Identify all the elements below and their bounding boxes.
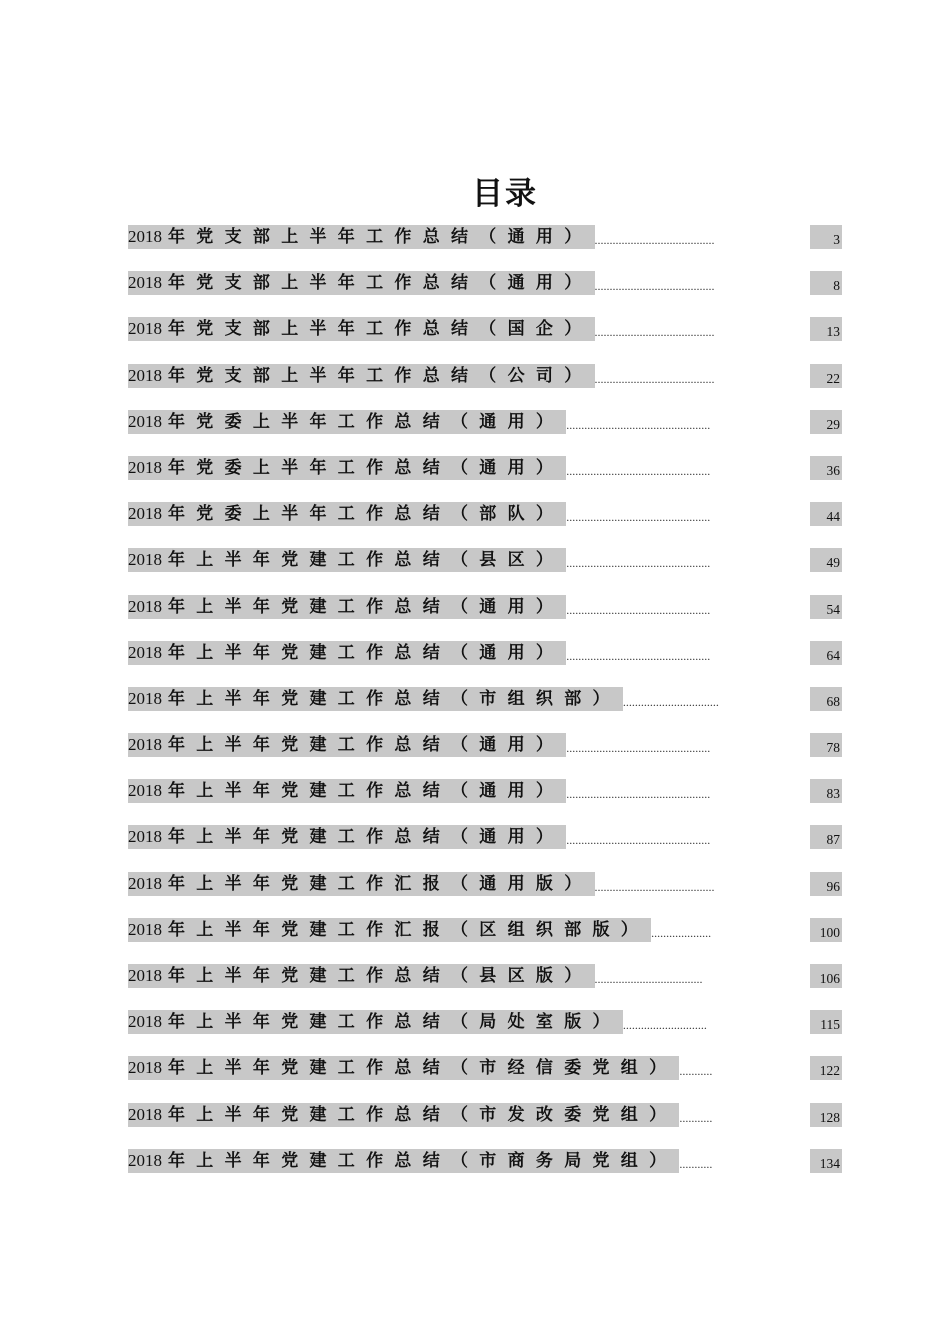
toc-entry-text: 年上半年党建工作总结（市商务局党组） — [168, 1150, 678, 1171]
toc-entry-page-number: 44 — [810, 502, 842, 526]
toc-entry[interactable] — [128, 1103, 848, 1149]
toc-entry-page-number: 68 — [810, 687, 842, 711]
toc-entry-page-number: 122 — [810, 1056, 842, 1080]
toc-entry-year: 2018 — [128, 411, 162, 431]
toc-entry-leader: .................... — [651, 925, 712, 940]
toc-entry-leader: ................................................ — [566, 648, 711, 663]
toc-entry-text: 年党支部上半年工作总结（国企） — [168, 319, 593, 340]
toc-entry-row — [128, 964, 842, 988]
toc-entry-year: 2018 — [128, 273, 162, 293]
toc-entry-leader: ........... — [679, 1110, 713, 1125]
toc-entry-title — [128, 687, 623, 711]
toc-entry-row — [128, 872, 842, 896]
toc-entry-page-number: 134 — [810, 1149, 842, 1173]
toc-entry[interactable] — [128, 595, 848, 641]
toc-entry-title — [128, 502, 566, 526]
toc-title: 目录 — [472, 176, 538, 212]
toc-entry-leader: ................................................ — [566, 510, 711, 525]
toc-entry-text: 年上半年党建工作总结（通用） — [168, 781, 565, 802]
toc-entry-page-number: 8 — [810, 271, 842, 295]
toc-entry-leader: ................................................ — [566, 417, 711, 432]
toc-entry-year: 2018 — [128, 227, 162, 246]
toc-entry[interactable] — [128, 779, 848, 825]
toc-entry[interactable] — [128, 1056, 848, 1102]
toc-entry-title — [128, 317, 595, 341]
toc-entry-title — [128, 225, 595, 249]
toc-entry-page-number: 83 — [810, 779, 842, 803]
toc-entry[interactable] — [128, 733, 848, 779]
toc-entry-leader: .................................... — [594, 972, 703, 986]
toc-entry-leader: ........... — [679, 1156, 713, 1171]
toc-entry-title — [128, 1149, 679, 1173]
toc-entry-leader: ............................ — [622, 1018, 707, 1033]
toc-entry[interactable] — [128, 410, 848, 456]
toc-entry-row — [128, 456, 842, 480]
toc-entry[interactable] — [128, 964, 848, 1010]
toc-entry-year: 2018 — [128, 550, 162, 570]
toc-entry-row — [128, 1103, 842, 1127]
toc-entry-leader: ........................................ — [594, 371, 715, 386]
toc-entry-year: 2018 — [128, 873, 162, 893]
toc-entry-text: 年党支部上半年工作总结（通用） — [168, 227, 593, 247]
toc-entry-text: 年党委上半年工作总结（部队） — [168, 504, 565, 525]
toc-entry-row — [128, 410, 842, 434]
toc-entry[interactable] — [128, 641, 848, 687]
toc-entry-title — [128, 410, 566, 434]
toc-entry-title — [128, 456, 566, 480]
toc-entry[interactable] — [128, 825, 848, 871]
toc-entry-page-number: 22 — [810, 364, 842, 388]
toc-entry-text: 年党委上半年工作总结（通用） — [168, 411, 565, 432]
toc-entry-page-number: 100 — [810, 918, 842, 942]
toc-entry-title — [128, 548, 566, 572]
toc-entry-year: 2018 — [128, 596, 162, 616]
toc-entry-text: 年党支部上半年工作总结（通用） — [168, 273, 593, 294]
toc-entry-year: 2018 — [128, 504, 162, 524]
toc-entry-text: 年上半年党建工作总结（县区） — [168, 550, 565, 571]
toc-entry-leader: ........................................ — [594, 279, 715, 294]
toc-entry-text: 年上半年党建工作总结（局处室版） — [168, 1012, 621, 1033]
toc-entry-title — [128, 1010, 623, 1034]
toc-entry-year: 2018 — [128, 966, 162, 985]
toc-entry-row — [128, 825, 842, 849]
toc-entry-year: 2018 — [128, 919, 162, 939]
toc-entry-text: 年上半年党建工作总结（通用） — [168, 827, 565, 848]
toc-entry-leader: ................................ — [622, 694, 719, 709]
toc-entry-row — [128, 317, 842, 341]
toc-entry-page-number: 13 — [810, 317, 842, 341]
toc-entry-text: 年上半年党建工作汇报（通用版） — [168, 873, 593, 894]
toc-entry[interactable] — [128, 364, 848, 410]
toc-entry-text: 年上半年党建工作总结（市组织部） — [168, 688, 621, 709]
toc-entry-leader: ........... — [679, 1064, 713, 1079]
toc-entry-leader: ........................................ — [594, 879, 715, 894]
toc-entry-row — [128, 1010, 842, 1034]
toc-entry-year: 2018 — [128, 1058, 162, 1078]
toc-entry-leader: ........................................ — [594, 233, 715, 247]
toc-entry-year: 2018 — [128, 457, 162, 477]
toc-entry-leader: ................................................ — [566, 833, 711, 848]
toc-entry-text: 年党委上半年工作总结（通用） — [168, 457, 565, 478]
toc-entry-year: 2018 — [128, 319, 162, 339]
toc-entry-row — [128, 271, 842, 295]
toc-entry-row — [128, 548, 842, 572]
toc-entry-text: 年上半年党建工作总结（市发改委党组） — [168, 1104, 678, 1125]
toc-entry-year: 2018 — [128, 781, 162, 801]
toc-entry-year: 2018 — [128, 827, 162, 847]
toc-entry-title — [128, 733, 566, 757]
toc-entry-row — [128, 918, 842, 942]
toc-list — [128, 225, 848, 1195]
toc-entry[interactable] — [128, 548, 848, 594]
toc-entry-text: 年上半年党建工作总结（通用） — [168, 642, 565, 663]
toc-entry[interactable] — [128, 1149, 848, 1195]
toc-entry[interactable] — [128, 225, 848, 271]
toc-entry-title — [128, 1103, 679, 1127]
toc-entry-row — [128, 364, 842, 388]
toc-entry-text: 年上半年党建工作总结（县区版） — [168, 966, 593, 986]
toc-entry-row — [128, 733, 842, 757]
toc-entry[interactable] — [128, 687, 848, 733]
toc-entry-leader: ................................................ — [566, 463, 711, 478]
toc-entry[interactable] — [128, 918, 848, 964]
toc-entry-text: 年党支部上半年工作总结（公司） — [168, 365, 593, 386]
toc-entry-text: 年上半年党建工作总结（通用） — [168, 596, 565, 617]
toc-entry-row — [128, 1149, 842, 1173]
toc-entry-leader: ................................................ — [566, 556, 711, 571]
toc-entry-year: 2018 — [128, 735, 162, 755]
toc-entry-title — [128, 964, 595, 988]
toc-entry-page-number: 128 — [810, 1103, 842, 1127]
toc-entry-page-number: 29 — [810, 410, 842, 434]
toc-entry-page-number: 64 — [810, 641, 842, 665]
toc-entry[interactable] — [128, 317, 848, 363]
toc-entry-row — [128, 595, 842, 619]
toc-entry-row — [128, 779, 842, 803]
toc-entry-title — [128, 918, 651, 942]
toc-entry-year: 2018 — [128, 688, 162, 708]
toc-entry-text: 年上半年党建工作总结（通用） — [168, 735, 565, 756]
toc-entry-title — [128, 364, 595, 388]
toc-entry-title — [128, 1056, 679, 1080]
toc-entry-title — [128, 595, 566, 619]
toc-entry-row — [128, 1056, 842, 1080]
toc-entry-leader: ................................................ — [566, 602, 711, 617]
toc-entry-title — [128, 271, 595, 295]
toc-entry-text: 年上半年党建工作总结（市经信委党组） — [168, 1058, 678, 1079]
toc-entry-leader: ................................................ — [566, 787, 711, 802]
toc-entry-year: 2018 — [128, 642, 162, 662]
toc-entry-title — [128, 872, 595, 896]
toc-entry-year: 2018 — [128, 1104, 162, 1124]
toc-entry-row — [128, 641, 842, 665]
toc-entry-page-number: 54 — [810, 595, 842, 619]
toc-entry-title — [128, 641, 566, 665]
toc-entry-year: 2018 — [128, 365, 162, 385]
toc-entry-title — [128, 825, 566, 849]
toc-entry-row — [128, 687, 842, 711]
toc-entry[interactable] — [128, 1010, 848, 1056]
toc-entry-page-number: 96 — [810, 872, 842, 896]
toc-entry-title — [128, 779, 566, 803]
toc-entry-page-number: 106 — [810, 964, 842, 988]
toc-entry[interactable] — [128, 502, 848, 548]
toc-entry-page-number: 87 — [810, 825, 842, 849]
toc-entry-page-number: 49 — [810, 548, 842, 572]
toc-entry-leader: ........................................ — [594, 325, 715, 340]
toc-entry-leader: ................................................ — [566, 741, 711, 756]
toc-entry-row — [128, 225, 842, 249]
toc-entry-page-number: 78 — [810, 733, 842, 757]
toc-entry-page-number: 36 — [810, 456, 842, 480]
toc-entry-page-number: 115 — [810, 1010, 842, 1034]
toc-entry[interactable] — [128, 271, 848, 317]
toc-entry[interactable] — [128, 456, 848, 502]
toc-entry-year: 2018 — [128, 1150, 162, 1170]
toc-entry-year: 2018 — [128, 1012, 162, 1032]
toc-entry-page-number: 3 — [810, 225, 842, 249]
toc-entry-row — [128, 502, 842, 526]
toc-entry-text: 年上半年党建工作汇报（区组织部版） — [168, 919, 650, 940]
toc-entry[interactable] — [128, 872, 848, 918]
